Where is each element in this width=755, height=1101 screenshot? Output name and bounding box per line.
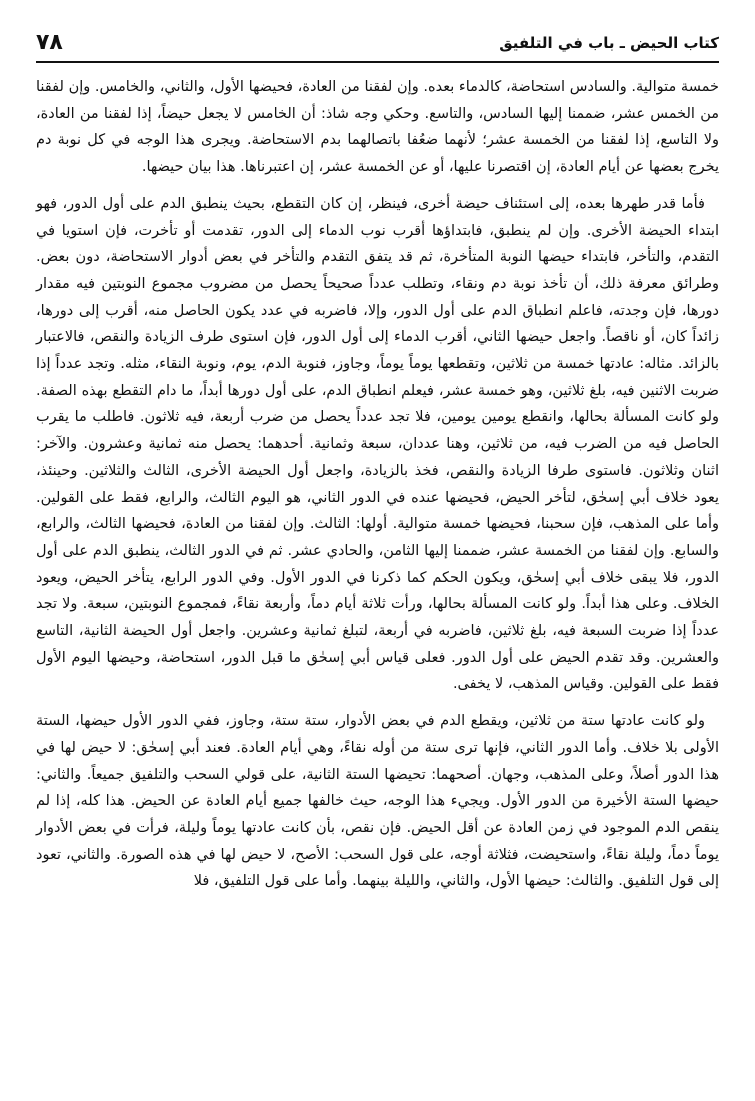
paragraph: فأما قدر طهرها بعده، إلى استئناف حيضة أخرى، فينظر، إن كان التقطع، بحيث ينطبق الدم على أول الدور، فهو ابتداء الحيضة الأخرى. وإن لم ينطبق، فابتداؤها أقرب نوب الدماء إلى الدور، تقدمت أو تأخرت، فإن استويا في التقدم، والتأخر، فابتداء حيضها النوبة المتأخرة، ثم قد يتفق التقدم والتأخر في بعض أدوار الاستحاضة، دون بعض. وطرائق معرفة ذلك، أن تأخذ نوبة دم ونقاء، وتطلب عدداً صحيحاً يحصل من مضروب مجموع النوبتين فيه مقدار دورها، فإن وجدته، فاعلم انطباق الدم على أول الدور، وإلا، فاضربه في عدد يكون الحاصل منه، أقرب إلى دورها، زائداً كان، أو ناقصاً. واجعل حيضها الثاني، أقرب الدماء إلى أول الدور، فإن استوى طرف الزيادة والنقص، فالاعتبار بالزائد. مثاله: عادتها خمسة من ثلاثين، وتقطعها يوماً يوماً، وجاوز، فنوبة الدم، يوم، ونوبة النقاء، مثله. وتجد عدداً إذا ضربت الاثنين فيه، بلغ ثلاثين، وهو خمسة عشر، فيعلم انطباق الدم، على أول دورها أبداً، ما دام التقطع بهذه الصفة. ولو كانت المسألة بحالها، وانقطع يومين يومين، فلا تجد عدداً يحصل من ضرب أربعة، فيه ثلاثون. فاطلب ما يقرب الحاصل فيه من الضرب فيه، من ثلاثين، وهنا عددان، سبعة وثمانية. أحدهما: يحصل منه ثمانية وعشرون. والآخر: اثنان وثلاثون. فاستوى طرفا الزيادة والنقص، فخذ بالزيادة، واجعل أول الحيضة الأخرى، الثالث والثلاثين. وحينئذ، يعود خلاف أبي إسحٰق، لتأخر الحيض، فحيضها عنده في الدور الثاني، هو اليوم الثالث، والرابع، فقط على القولين. وأما على المذهب، فإن سحبنا، فحيضها خمسة متوالية. أولها: الثالث. وإن لفقنا من العادة، فحيضها الثالث، والرابع، والسابع. وإن لفقنا من الخمسة عشر، ضممنا إليها الثامن، والحادي عشر. ثم في الدور الثالث، ينطبق الدم على أول الدور، فلا يبقى خلاف أبي إسحٰق، ويكون الحكم كما ذكرنا في الدور الأول. وفي الدور الرابع، يتأخر الحيض، ويعود الخلاف. وعلى هذا أبداً. ولو كانت المسألة بحالها، ورأت ثلاثة أيام دماً، وأربعة نقاءً، فمجموع النوبتين، سبعة. ولا تجد عدداً إذا ضربت السبعة فيه، بلغ ثلاثين، فاضربه في أربعة، لتبلغ ثمانية وعشرين. واجعل أول الحيضة الثانية، التاسع والعشرين. وقد تقدم الحيض على أول الدور. فعلى قياس أبي إسحٰق ما قبل الدور، استحاضة، وحيضها اليوم الأول فقط على القولين. وقياس المذهب، لا يخفى. bbox=[36, 195, 719, 693]
page-number: ٧٨ bbox=[36, 30, 63, 55]
paragraph: خمسة متوالية. والسادس استحاضة، كالدماء بعده. وإن لفقنا من العادة، فحيضها الأول، والثاني، والخامس. وإن لفقنا من الخمس عشر، ضممنا إليها السادس، والتاسع. وحكي وجه شاذ: أن الخامس لا يجعل حيضاً، إذا لفقنا من العادة، ولا التاسع، إذا لفقنا من الخمسة عشر؛ لأنهما ضعُفا باتصالهما بدم الاستحاضة. ويجرى هذا الوجه في كل نوبة دم يخرج بعضها عن أيام العادة، إن اقتصرنا عليها، أو عن الخمسة عشر، إن اعتبرناها. هذا بيان حيضها. bbox=[36, 79, 719, 176]
header-rule bbox=[36, 61, 719, 63]
paragraph: ولو كانت عادتها ستة من ثلاثين، ويقطع الدم في بعض الأدوار، ستة ستة، وجاوز، ففي الدور الأول حيضها، الستة الأولى بلا خلاف. وأما الدور الثاني، فإنها ترى ستة من أوله نقاءً، وهي أيام العادة. فعند أبي إسحٰق: لا حيض لها في هذا الدور أصلاً، وعلى المذهب، وجهان. أصحهما: تحيضها الستة الثانية، على قولي السحب والتلفيق جميعاً. والثاني: حيضها الستة الأخيرة من الدور الأول. ويجيء هذا الوجه، حيث خالفها جميع أيام العادة عن الحيض. هذا كله، إذا لم ينقص الدم الموجود في زمن العادة عن أقل الحيض. فإن نقص، بأن كانت عادتها يوماً وليلة، فرأت في بعض الأدوار يوماً دماً، وليلة نقاءً، واستحيضت، فثلاثة أوجه، على قول السحب: الأصح، لا حيض لها في هذه الصورة. والثاني، تعود إلى قول التلفيق. والثالث: حيضها الأول، والثاني، والليلة بينهما. وأما على قول التلفيق، فلا bbox=[36, 713, 719, 890]
running-header bbox=[36, 30, 719, 62]
body-text bbox=[36, 74, 719, 895]
running-header-title: كتاب الحيض ـ باب في التلفيق bbox=[499, 34, 719, 52]
